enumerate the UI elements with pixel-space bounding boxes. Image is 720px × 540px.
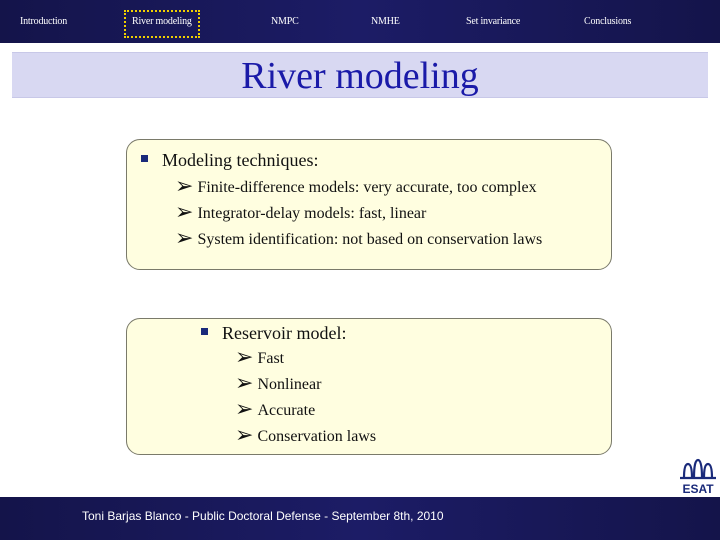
list-item-text: Conservation laws	[257, 428, 377, 446]
nav-item-set-invariance[interactable]: Set invariance	[466, 16, 521, 27]
list-item	[235, 347, 284, 372]
arrow-bullet-icon: ➢	[235, 397, 254, 422]
list-item	[175, 176, 537, 201]
list-item-text: Finite-difference models: very accurate, too complex	[197, 179, 537, 197]
top-navigation-bar	[0, 0, 720, 43]
list-item	[235, 425, 376, 450]
nav-item-river-modeling[interactable]: River modeling	[124, 10, 200, 38]
list-item-text: Integrator-delay models: fast, linear	[197, 205, 427, 223]
nav-item-nmhe[interactable]: NMHE	[371, 16, 400, 27]
slide-title: River modeling	[241, 55, 479, 97]
box1-heading: Modeling techniques:	[162, 150, 319, 170]
arrow-bullet-icon: ➢	[175, 174, 194, 199]
box2-heading: Reservoir model:	[222, 323, 347, 343]
modeling-techniques-box	[126, 139, 612, 270]
esat-logo	[678, 458, 718, 496]
nav-item-conclusions[interactable]: Conclusions	[584, 16, 632, 27]
square-bullet-icon	[201, 328, 208, 335]
footer-text: Toni Barjas Blanco - Public Doctoral Defense - September 8th, 2010	[82, 509, 444, 523]
list-item-text: Fast	[257, 350, 285, 368]
bullet-modeling-techniques	[141, 150, 318, 171]
arrow-bullet-icon: ➢	[175, 226, 194, 251]
arrow-bullet-icon: ➢	[235, 423, 254, 448]
nav-item-nmpc[interactable]: NMPC	[271, 16, 299, 27]
list-item	[235, 399, 315, 424]
square-bullet-icon	[141, 155, 148, 162]
title-band	[12, 52, 708, 98]
footer-bar	[0, 497, 720, 540]
esat-logo-text: ESAT	[682, 482, 714, 496]
nav-item-introduction[interactable]: Introduction	[20, 16, 68, 27]
list-item	[235, 373, 321, 398]
list-item	[175, 228, 542, 253]
list-item	[175, 202, 426, 227]
list-item-text: Accurate	[257, 402, 316, 420]
arrow-bullet-icon: ➢	[235, 345, 254, 370]
arrow-bullet-icon: ➢	[175, 200, 194, 225]
arrow-bullet-icon: ➢	[235, 371, 254, 396]
bullet-reservoir-model	[201, 323, 346, 344]
list-item-text: System identification: not based on conservation laws	[197, 231, 543, 249]
reservoir-model-box	[126, 318, 612, 455]
list-item-text: Nonlinear	[257, 376, 322, 394]
